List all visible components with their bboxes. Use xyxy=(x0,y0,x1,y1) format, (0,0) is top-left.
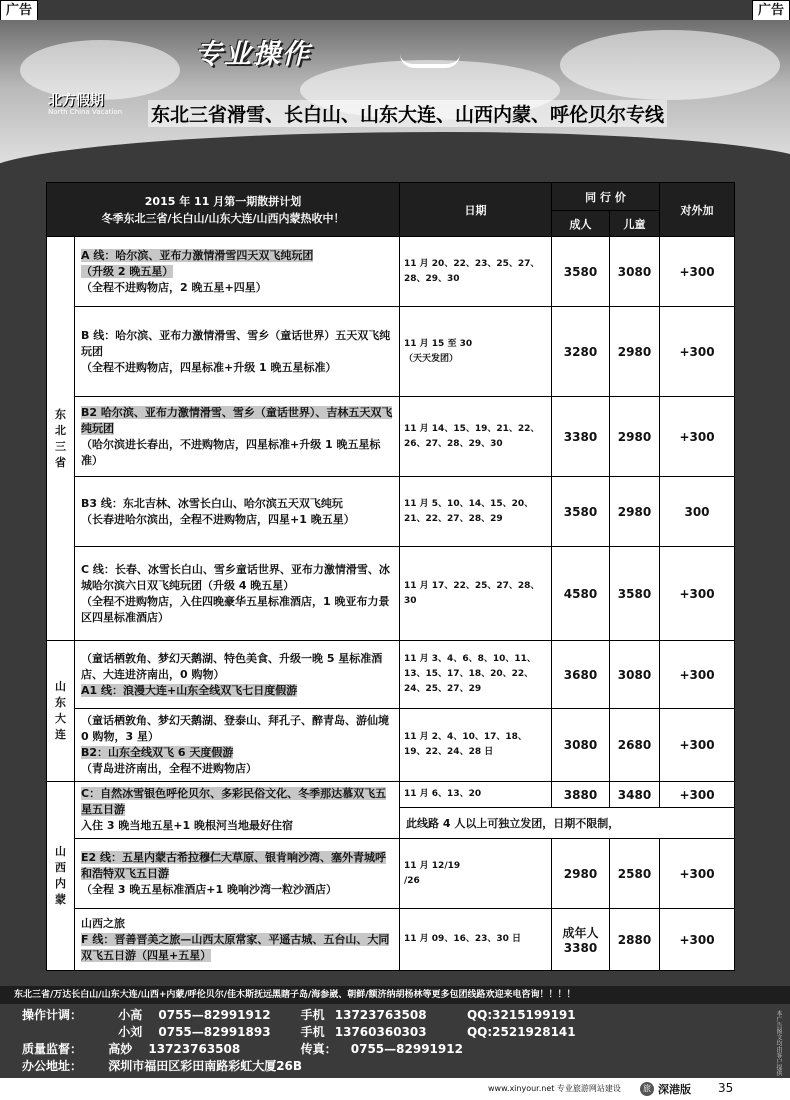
route-title xyxy=(81,786,395,818)
date-cell: 11 月 6、13、20 xyxy=(400,782,552,808)
price-header: 同 行 价 xyxy=(552,183,660,211)
route-cell xyxy=(75,839,400,909)
region-shandong xyxy=(47,641,75,782)
route-title: B 线：哈尔滨、亚布力激情滑雪、雪乡（童话世界）五天双飞纯玩团 xyxy=(81,328,391,358)
route-cell xyxy=(75,397,400,477)
child-header: 儿童 xyxy=(610,211,660,237)
ops-label: 操作计调： xyxy=(22,1008,83,1022)
price-table xyxy=(46,182,734,971)
route-cell xyxy=(75,307,400,397)
route-note: （全程 3 晚五星标准酒店+1 晚响沙湾一粒沙酒店） xyxy=(81,882,338,896)
ad-label-right: 广告 xyxy=(752,0,790,22)
side-disclaimer: 本广告图文均由客户提供 xyxy=(775,1010,782,1076)
route-title-text: C：自然冰雪银色呼伦贝尔、多彩民俗文化、冬季那达慕双飞五星五日游 xyxy=(81,787,387,816)
route-title xyxy=(81,683,395,699)
region-shanxi xyxy=(47,782,75,971)
route-title-text: A 线：哈尔滨、亚布力激情滑雪四天双飞纯玩团 xyxy=(81,248,314,262)
extra-price: +300 xyxy=(660,307,735,397)
adult-price-label: 成年人 xyxy=(562,926,599,940)
banner-title: 专业操作 xyxy=(195,39,311,70)
route-subtitle: 山西之旅 xyxy=(81,916,125,930)
extra-price: +300 xyxy=(660,839,735,909)
ops1-mobile-label: 手机 xyxy=(300,1008,325,1022)
ops2-mobile-label: 手机 xyxy=(300,1025,325,1039)
date-cell: 11 月 3、4、6、8、10、11、13、15、17、18、20、22、24、25、27、29 xyxy=(400,641,552,709)
child-price: 3080 xyxy=(610,641,660,709)
route-cell xyxy=(75,547,400,641)
ops1-mobile: 13723763508 xyxy=(334,1008,427,1022)
table-row xyxy=(47,307,735,397)
brand-name: 北方假期 xyxy=(48,93,104,109)
adult-price: 3380 xyxy=(552,397,610,477)
route-cell xyxy=(75,237,400,307)
address-label: 办公地址： xyxy=(22,1059,83,1073)
route-title: B3 线：东北吉林、冰雪长白山、哈尔滨五天双飞纯玩 xyxy=(81,496,343,510)
ops2-name: 小刘 xyxy=(118,1025,143,1039)
child-price: 2680 xyxy=(610,709,660,782)
region-label: 东北三省 xyxy=(55,407,66,469)
plan-subtitle: 冬季东北三省/长白山/山东大连/山西内蒙热收中！ xyxy=(101,211,345,225)
address-value: 深圳市福田区彩田南路彩虹大厦26B xyxy=(108,1059,303,1073)
route-note: （全程不进购物店，入住四晚豪华五星标准酒店，1 晚亚布力景区四星标准酒店） xyxy=(81,594,390,624)
table-row xyxy=(47,709,735,782)
date-cell xyxy=(400,307,552,397)
route-note: （长春进哈尔滨出，全程不进购物店，四星+1 晚五星） xyxy=(81,512,355,526)
ops-contact-2 xyxy=(22,1023,762,1040)
extra-price: +300 xyxy=(660,237,735,307)
child-price: 2980 xyxy=(610,397,660,477)
date-text-2: （天天发团） xyxy=(404,353,459,364)
qc-name: 高妙 xyxy=(108,1042,133,1056)
region-dongbei xyxy=(47,237,75,641)
date-cell: 11 月 14、15、19、21、22、26、27、28、29、30 xyxy=(400,397,552,477)
ops-contact-1 xyxy=(22,1006,762,1023)
header-banner xyxy=(0,20,790,170)
table-row xyxy=(47,397,735,477)
route-cell xyxy=(75,782,400,839)
footer-site: www.xinyour.net 专业旅游网站建设 xyxy=(488,1084,621,1093)
extra-price: +300 xyxy=(660,782,735,808)
route-note: （青岛进济南出，全程不进购物店） xyxy=(81,762,257,775)
date-header: 日期 xyxy=(400,183,552,237)
route-title-text: A1 线：浪漫大连+山东全线双飞七日度假游 xyxy=(81,683,298,697)
route-title: C 线：长春、冰雪长白山、雪乡童话世界、亚布力激情滑雪、冰城哈尔滨六日双飞纯玩团（升级 4 晚五星） xyxy=(81,562,390,592)
date-cell: 11 月 5、10、14、15、20、21、22、27、28、29 xyxy=(400,477,552,547)
route-title-text: B2：山东全线双飞 6 天度假游 xyxy=(81,746,234,759)
table-row xyxy=(47,782,735,808)
route-title xyxy=(81,850,395,882)
adult-header: 成人 xyxy=(552,211,610,237)
table-row xyxy=(47,641,735,709)
plan-title: 2015 年 11 月第一期散拼计划 xyxy=(144,194,302,208)
ops1-tel: 0755—82991912 xyxy=(158,1008,271,1022)
date-cell: 11 月 09、16、23、30 日 xyxy=(400,909,552,971)
route-title-text: E2 线：五星内蒙古希拉穆仁大草原、银肯响沙湾、塞外青城呼和浩特双飞五日游 xyxy=(81,850,386,880)
swoosh-icon xyxy=(400,54,460,68)
adult-price: 4580 xyxy=(552,547,610,641)
adult-price: 3080 xyxy=(552,709,610,782)
route-note: （全程不进购物店，2 晚五星+四星） xyxy=(81,280,267,294)
headline: 东北三省滑雪、长白山、山东大连、山西内蒙、呼伦贝尔专线 xyxy=(148,100,667,127)
quality-contact xyxy=(22,1040,762,1057)
adult-price: 3880 xyxy=(552,782,610,808)
table-row xyxy=(47,909,735,971)
fax-number: 0755—82991912 xyxy=(350,1042,463,1056)
date-cell: 11 月 17、22、25、27、28、30 xyxy=(400,547,552,641)
route-title xyxy=(81,248,395,264)
child-price: 2880 xyxy=(610,909,660,971)
extra-price: +300 xyxy=(660,909,735,971)
child-price: 2580 xyxy=(610,839,660,909)
date-text: 11 月 12/19 xyxy=(404,860,461,871)
route-note: （童话栖敦角、梦幻天鹅湖、登泰山、拜孔子、醉青岛、游仙境 0 购物，3 星） xyxy=(81,714,389,743)
extra-price: +300 xyxy=(660,547,735,641)
route-upgrade-text: （升级 2 晚五星） xyxy=(81,264,174,278)
route-title-text: B2 哈尔滨、亚布力激情滑雪、雪乡（童话世界）、吉林五天双飞纯玩团 xyxy=(81,405,393,435)
table-row xyxy=(47,547,735,641)
child-price: 3080 xyxy=(610,237,660,307)
plan-header xyxy=(47,183,400,237)
date-text-2: /26 xyxy=(404,875,420,886)
child-price: 2980 xyxy=(610,477,660,547)
fax-label: 传真： xyxy=(300,1042,337,1056)
extra-price: +300 xyxy=(660,641,735,709)
table-row xyxy=(47,477,735,547)
brand-english: North China Vacation xyxy=(48,108,123,116)
extra-price: 300 xyxy=(660,477,735,547)
ops1-qq: QQ:3215199191 xyxy=(466,1008,576,1022)
adult-price xyxy=(552,909,610,971)
adult-price: 3580 xyxy=(552,477,610,547)
route-title-text: F 线：晋善晋美之旅—山西太原常家、平遥古城、五台山、大同双飞五日游（四星+五星） xyxy=(81,932,390,962)
route-note: 入住 3 晚当地五星+1 晚根河当地最好住宿 xyxy=(81,819,294,832)
ops1-name: 小高 xyxy=(118,1008,143,1022)
route-note: （哈尔滨进长春出，不进购物店，四星标准+升级 1 晚五星标准） xyxy=(81,437,381,467)
table-row xyxy=(47,237,735,307)
extra-header: 对外加 xyxy=(660,183,735,237)
route-note: （全程不进购物店，四星标准+升级 1 晚五星标准） xyxy=(81,360,337,374)
route-cell xyxy=(75,909,400,971)
adult-price: 2980 xyxy=(552,839,610,909)
travel-logo-icon: 旅 xyxy=(640,1082,654,1096)
ops2-tel: 0755—82991893 xyxy=(158,1025,271,1039)
child-price: 2980 xyxy=(610,307,660,397)
region-label: 山东大连 xyxy=(55,680,66,741)
route-cell xyxy=(75,641,400,709)
qc-label: 质量监督： xyxy=(22,1042,83,1056)
child-price: 3580 xyxy=(610,547,660,641)
route-upgrade xyxy=(81,264,395,280)
route-title xyxy=(81,405,395,437)
footer-edition: 深港版 xyxy=(658,1083,691,1096)
office-address xyxy=(22,1057,762,1074)
route-title xyxy=(81,745,395,761)
date-cell: 11 月 2、4、10、17、18、19、22、24、28 日 xyxy=(400,709,552,782)
page-footer xyxy=(0,1078,790,1100)
table-row xyxy=(47,839,735,909)
more-routes-strip: 东北三省/万达长白山/山东大连/山西+内蒙/呼伦贝尔/佳木斯抚远黑瞎子岛/海参崴、朝鲜/额济纳胡杨林等更多包团线路欢迎来电咨询！！！！ xyxy=(0,986,790,1004)
date-cell: 11 月 20、22、23、25、27、28、29、30 xyxy=(400,237,552,307)
child-price: 3480 xyxy=(610,782,660,808)
ops2-mobile: 13760360303 xyxy=(334,1025,427,1039)
page-number: 35 xyxy=(718,1081,734,1095)
route-title xyxy=(81,932,395,964)
adult-price-value: 3380 xyxy=(563,941,598,955)
wave-decoration xyxy=(0,132,790,170)
adult-price: 3280 xyxy=(552,307,610,397)
adult-price: 3580 xyxy=(552,237,610,307)
cloud-decoration xyxy=(560,30,780,100)
group-note: 此线路 4 人以上可独立发团，日期不限制， xyxy=(400,808,735,839)
ops2-qq: QQ:2521928141 xyxy=(466,1025,576,1039)
adult-price: 3680 xyxy=(552,641,610,709)
extra-price: +300 xyxy=(660,397,735,477)
route-cell xyxy=(75,477,400,547)
route-cell xyxy=(75,709,400,782)
route-note: （童话栖敦角、梦幻天鹅湖、特色美食、升级一晚 5 星标准酒店、大连进济南出，0 购物） xyxy=(81,651,383,681)
date-cell xyxy=(400,839,552,909)
qc-mobile: 13723763508 xyxy=(148,1042,241,1056)
region-label: 山西内蒙 xyxy=(55,845,66,906)
date-text: 11 月 15 至 30 xyxy=(404,338,473,349)
extra-price: +300 xyxy=(660,709,735,782)
ad-label-left: 广告 xyxy=(0,0,38,22)
